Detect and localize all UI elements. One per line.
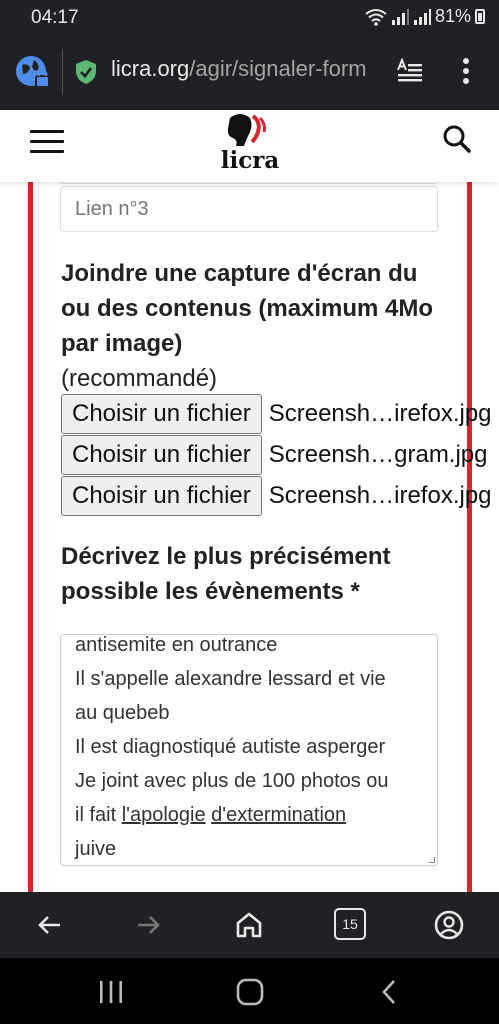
search-icon[interactable] [442,124,472,154]
battery-percent: 81% [434,6,471,26]
licra-logo[interactable] [220,112,280,176]
attach-note: (recommandé) [61,365,218,392]
link-3-field[interactable] [60,186,438,232]
url-domain: licra.org [111,56,190,81]
wifi-icon [365,8,387,26]
browser-bottom-toolbar [0,892,499,958]
description-line: Je joint avec plus de 100 photos ou [75,770,389,792]
description-text [75,634,435,866]
underlined-word-2: d'extermination [211,804,347,826]
description-textarea[interactable] [60,634,438,866]
textarea-resize-handle[interactable] [429,857,435,863]
home-nav-icon[interactable] [235,978,265,1006]
forward-arrow-icon[interactable] [132,908,166,942]
file-input-1 [61,394,492,434]
status-bar [0,0,499,34]
signal-icon [391,8,409,26]
underlined-word-1: l'apologie [121,804,206,826]
tabs-count-button[interactable]: 15 [334,908,366,940]
secure-shield-icon[interactable] [74,59,98,85]
browser-url-bar [0,34,499,110]
description-line: Il est diagnostiqué autiste asperger [75,736,386,758]
description-line: Il s'appelle alexandre lessard et vie [75,668,386,690]
description-line: antisemite en outrance [75,634,278,656]
site-header [0,110,499,182]
url-field[interactable] [111,56,381,82]
home-icon[interactable] [232,908,266,942]
url-path: /agir/signaler-form [189,56,367,81]
attach-label [61,256,451,396]
reader-mode-icon[interactable] [396,58,424,86]
describe-label: Décrivez le plus précisément possible les évènements * [61,543,391,605]
system-nav-bar [0,958,499,1024]
file-input-3 [61,476,492,516]
file-name-1: Screensh…irefox.jpg [268,400,492,427]
choose-file-button-2[interactable]: Choisir un fichier [61,435,262,475]
file-input-2 [61,435,488,475]
back-nav-icon[interactable] [374,978,404,1006]
choose-file-button-3[interactable]: Choisir un fichier [61,476,262,516]
account-icon[interactable] [432,908,466,942]
logo-profile-icon [220,112,280,148]
battery-icon [475,9,485,24]
back-arrow-icon[interactable] [32,908,66,942]
file-name-3: Screensh…irefox.jpg [268,482,492,509]
hamburger-menu-icon[interactable] [30,130,64,156]
page-content [0,182,499,892]
description-line-start: il fait [75,804,122,826]
site-info-icon[interactable] [14,54,52,92]
file-name-2: Screensh…gram.jpg [268,441,488,468]
signal-icon-2 [413,8,431,26]
status-time: 04:17 [31,7,79,28]
description-line [75,798,435,832]
description-line: au quebeb [75,702,170,724]
more-options-icon[interactable] [456,56,476,86]
status-icons [365,6,485,27]
choose-file-button-1[interactable]: Choisir un fichier [61,394,262,434]
recent-apps-icon[interactable] [96,978,126,1006]
previous-link-field[interactable] [60,182,438,184]
url-divider [62,49,63,95]
logo-text: licra [220,147,280,174]
attach-label-text: Joindre une capture d'écran du ou des contenus (maximum 4Mo par image) [61,260,434,357]
description-line: juive [75,838,117,860]
